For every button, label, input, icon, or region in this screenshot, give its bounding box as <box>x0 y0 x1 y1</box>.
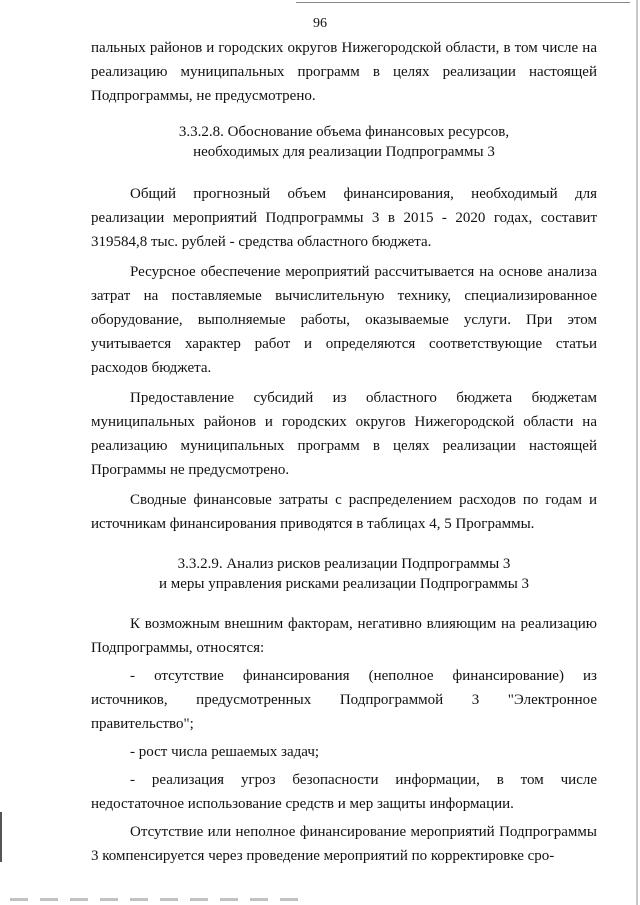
paragraph: Ресурсное обеспечение мероприятий рассчитывается на основе анализа затрат на поставляемые вычислительную технику, специализированное оборудование, выполняемые работы, оказываемые услуги. При этом учитывается характер работ и определяются соответствующие статьи расходов бюджета. <box>91 264 597 376</box>
section-heading-line: необходимых для реализации Подпрограммы 3 <box>193 144 495 160</box>
page-edge-shadow <box>636 0 638 905</box>
top-rule <box>296 2 630 3</box>
paragraph: Общий прогнозный объем финансирования, необходимый для реализации мероприятий Подпрограммы 3 в 2015 - 2020 годах, составит 319584,8 тыс. рублей - средства областного бюджета. <box>91 186 597 250</box>
list-item: - отсутствие финансирования (неполное финансирование) из источников, предусмотренных Подпрограммой 3 "Электронное правительство"; <box>91 668 597 732</box>
list-item: - реализация угроз безопасности информации, в том числе недостаточное использование средств и мер защиты информации. <box>91 772 597 812</box>
page-number: 96 <box>313 16 327 31</box>
section-heading-line: и меры управления рисками реализации Подпрограммы 3 <box>158 576 530 592</box>
scan-footer-artifact <box>10 898 310 901</box>
paragraph: К возможным внешним факторам, негативно влияющим на реализацию Подпрограммы, относятся: <box>91 616 597 656</box>
scan-margin-mark <box>0 812 2 862</box>
paragraph: Сводные финансовые затраты с распределением расходов по годам и источникам финансирования приводятся в таблицах 4, 5 Программы. <box>91 492 597 532</box>
section-heading-3-3-2-8 <box>91 122 597 162</box>
paragraph: Отсутствие или неполное финансирование мероприятий Подпрограммы 3 компенсируется через проведение мероприятий по корректировке сро- <box>91 824 597 864</box>
list-item: - рост числа решаемых задач; <box>130 744 320 760</box>
document-body <box>91 36 597 868</box>
intro-paragraph: пальных районов и городских округов Нижегородской области, в том числе на реализацию муниципальных программ в целях реализации настоящей Подпрограммы, не предусмотрено. <box>91 40 597 104</box>
section-heading-line: 3.3.2.8. Обоснование объема финансовых ресурсов, <box>178 124 510 140</box>
paragraph: Предоставление субсидий из областного бюджета бюджетам муниципальных районов и городских округов Нижегородской области на реализацию муниципальных программ в целях реализации настоящей Программы не предусмотрено. <box>91 390 597 478</box>
section-heading-3-3-2-9 <box>91 554 597 594</box>
section-heading-line: 3.3.2.9. Анализ рисков реализации Подпрограммы 3 <box>177 556 511 572</box>
